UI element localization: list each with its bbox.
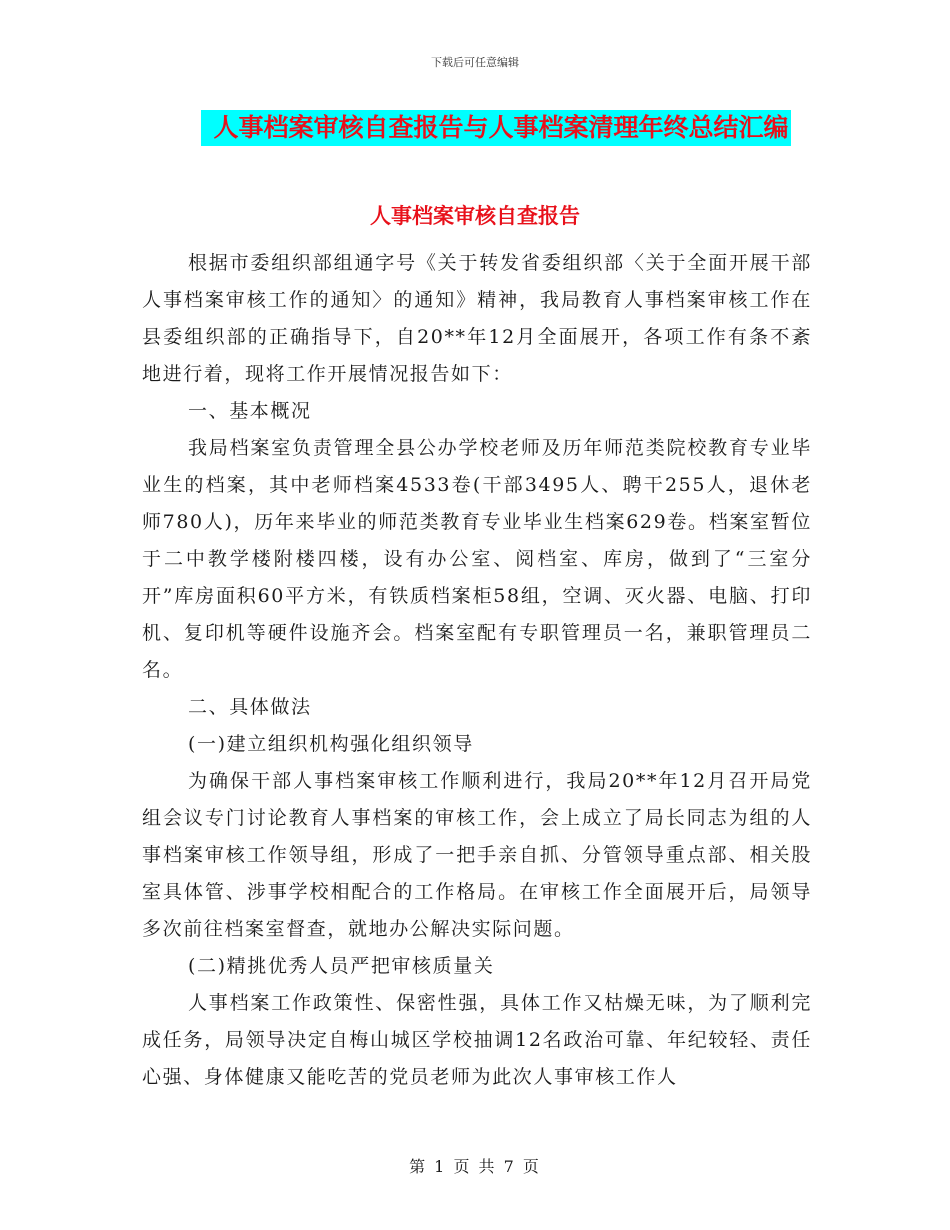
header-note: 下载后可任意编辑 [431,56,519,69]
heading-basic-overview: 一、基本概况 [188,400,312,422]
paragraph: 根据市委组织部组通字号《关于转发省委组织部〈关于全面开展干部人事档案审核工作的通知〉的通知》精神，我局教育人事档案审核工作在县委组织部的正确指导下，自20**年12月全面展开，各项工作有条不紊地进行着，现将工作开展情况报告如下： [142,252,812,385]
heading-specific-methods: 二、具体做法 [188,696,312,718]
subheading: (二)精挑优秀人员严把审核质量关 [188,955,495,977]
section-title: 人事档案审核自查报告 [370,204,580,228]
document-title: 人事档案审核自查报告与人事档案清理年终总结汇编 [201,110,790,146]
subheading: (一)建立组织机构强化组织领导 [188,733,474,755]
page-footer: 第 1 页 共 7 页 [409,1157,541,1176]
document-title-container [0,110,950,146]
body-text [142,245,812,1096]
paragraph: 为确保干部人事档案审核工作顺利进行，我局20**年12月召开局党组会议专门讨论教育人事档案的审核工作，会上成立了局长同志为组的人事档案审核工作领导组，形成了一把手亲自抓、分管领导重点部、相关股室具体管、涉事学校相配合的工作格局。在审核工作全面展开后，局领导多次前往档案室督查，就地办公解决实际问题。 [142,770,812,940]
paragraph: 人事档案工作政策性、保密性强，具体工作又枯燥无味，为了顺利完成任务，局领导决定自梅山城区学校抽调12名政治可靠、年纪较轻、责任心强、身体健康又能吃苦的党员老师为此次人事审核工作人 [142,992,812,1088]
paragraph: 我局档案室负责管理全县公办学校老师及历年师范类院校教育专业毕业生的档案，其中老师档案4533卷(干部3495人、聘干255人，退休老师780人)，历年来毕业的师范类教育专业毕业生档案629卷。档案室暂位于二中教学楼附楼四楼，设有办公室、阅档室、库房，做到了“三室分开”库房面积60平方米，有铁质档案柜58组，空调、灭火器、电脑、打印机、复印机等硬件设施齐会。档案室配有专职管理员一名，兼职管理员二名。 [142,437,812,681]
